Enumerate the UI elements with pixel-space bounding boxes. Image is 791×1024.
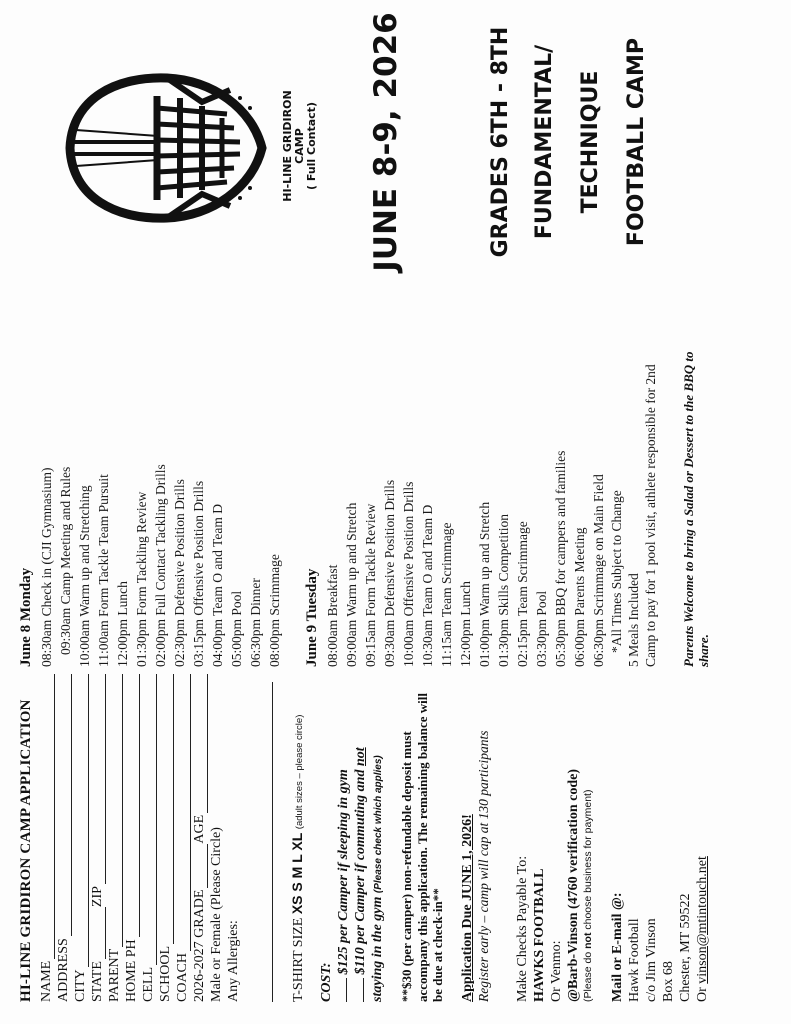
parent-field[interactable]: PARENT — [106, 674, 123, 1002]
cost-heading: COST: — [319, 962, 334, 1002]
payee: HAWKS FOOTBALL — [531, 868, 547, 1002]
schedule-item: 01:00pm Warm up and Stretch — [477, 501, 492, 667]
application-title: HI-LINE GRIDIRON CAMP APPLICATION — [18, 699, 34, 1002]
application-due: Application Due JUNE 1, 2026! — [459, 814, 475, 1002]
application-panel — [0, 674, 791, 1004]
schedule-panel — [0, 302, 791, 667]
schedule-item: 10:00am Offensive Position Drills — [401, 481, 416, 667]
day2-title: June 9 Tuesday — [304, 568, 320, 667]
schedule-item: 08:00am Breakfast — [325, 564, 340, 667]
schedule-item: 03:30pm Pool — [534, 590, 549, 667]
email-link[interactable]: vinson@mtintouch.net — [694, 856, 710, 984]
schedule-item: 05:00pm Pool — [229, 590, 244, 667]
due-note: Register early – camp will cap at 130 participants — [475, 730, 491, 1002]
camp-grades: GRADES 6TH - 8TH — [488, 26, 513, 258]
school-field[interactable]: SCHOOL — [157, 674, 174, 1002]
schedule-item: 09:00am Warm up and Stretch — [344, 502, 359, 667]
schedule-item: 06:30pm Dinner — [248, 578, 263, 667]
mail-line-1: Hawk Football — [626, 918, 642, 1002]
schedule-item: 06:30pm Scrimmage on Main Field — [591, 474, 606, 667]
schedule-item: 02:30pm Defensive Position Drills — [172, 479, 187, 667]
name-field[interactable]: NAME — [38, 674, 55, 1002]
schedule-item: 08:30am Check in (CJI Gymnasium) — [39, 467, 54, 667]
grade-age-field[interactable]: 2026-2027 GRADE AGE — [191, 674, 208, 1002]
mail-label: Mail or E-mail @: — [609, 892, 625, 1002]
venmo-note: (Please do not choose business for payment) — [581, 789, 594, 1002]
schedule-item: 09:15am Form Tackle Review — [363, 503, 378, 667]
tshirt-size[interactable]: T-SHIRT SIZE XS S M L XL (adult sizes – please circle) — [289, 714, 306, 1002]
schedule-item: 02:15pm Team Scrimmage — [515, 521, 530, 667]
football-helmet-logo — [62, 68, 272, 228]
schedule-item: 01:30pm Skills Competition — [496, 513, 511, 667]
logo-caption: HI-LINE GRIDIRON CAMP ( Full Contact) — [281, 90, 318, 202]
schedule-note: 5 Meals Included — [626, 573, 641, 667]
schedule-note: *All Times Subject to Change — [609, 490, 624, 653]
venmo-handle: @Barb-Vinson (4760 verification code) — [565, 769, 581, 1002]
address-field[interactable]: ADDRESS — [55, 674, 72, 1002]
cell-field[interactable]: CELL — [140, 674, 157, 1002]
schedule-item: 06:00pm Parents Meeting — [572, 527, 587, 667]
schedule-item: 10:00am Warm up and Stretching — [77, 485, 92, 667]
mail-line-2: c/o Jim Vinson — [643, 918, 659, 1002]
cost-option-sleeping[interactable]: $125 per Camper if sleeping in gym — [335, 674, 352, 1002]
schedule-item: 09:30am Defensive Position Drills — [382, 479, 397, 667]
schedule-item: 03:15pm Offensive Position Drills — [191, 480, 206, 667]
camp-dates: JUNE 8-9, 2026 — [368, 12, 404, 272]
schedule-note: Camp to pay for 1 pool visit, athlete responsible for 2nd — [643, 364, 658, 667]
parents-note: Parents Welcome to bring a Salad or Dessert to the BBQ to share. — [681, 351, 711, 667]
schedule-item: 02:00pm Full Contact Tackling Drills — [153, 464, 168, 667]
schedule-item: 08:00pm Scrimmage — [267, 554, 282, 667]
day1-title: June 8 Monday — [18, 567, 34, 667]
cost-option-commuting[interactable]: $110 per Camper if commuting and not — [352, 674, 369, 1002]
camp-title-line-2: TECHNIQUE — [578, 70, 603, 214]
schedule-item: 09:30am Camp Meeting and Rules — [58, 466, 73, 655]
schedule-item: 11:15am Team Scrimmage — [439, 522, 454, 667]
schedule-item: 12:00pm Lunch — [115, 581, 130, 667]
schedule-item: 11:00am Form Tackle Team Pursuit — [96, 474, 111, 667]
mail-line-4: Chester, MT 59522 — [677, 893, 693, 1002]
mail-line-3: Box 68 — [660, 961, 676, 1002]
city-field[interactable]: CITY — [72, 674, 89, 1002]
schedule-item: 01:30pm Form Tackling Review — [134, 491, 149, 667]
gender-field[interactable]: Male or Female (Please Circle) — [209, 827, 224, 1002]
allergies-label: Any Allergies: — [226, 920, 241, 1002]
home-phone-field[interactable]: HOME PH — [123, 674, 140, 1002]
coach-field[interactable]: COACH — [174, 674, 191, 1002]
email-line: Or vinson@mtintouch.net — [694, 856, 710, 1002]
cost-option-commuting-cont: staying in the gym (Please check which applies) — [370, 755, 385, 1002]
camp-title-line-3: FOOTBALL CAMP — [624, 37, 649, 247]
allergies-line[interactable] — [256, 682, 273, 1002]
deposit-note: **$30 (per camper) non-refundable deposit must accompany this application. The remaining balance will be due at check-in** — [399, 692, 445, 1002]
schedule-item: 10:30am Team O and Team D — [420, 504, 435, 667]
schedule-item: 04:00pm Team O and Team D — [210, 504, 225, 667]
schedule-item: 12:00pm Lunch — [458, 581, 473, 667]
venmo-label: Or Venmo: — [548, 940, 564, 1002]
camp-title-line-1: FUNDAMENTAL/ — [532, 44, 557, 240]
checks-payable: Make Checks Payable To: — [514, 855, 530, 1002]
state-zip-field[interactable]: STATE ZIP — [89, 674, 106, 1002]
title-panel — [0, 2, 791, 302]
schedule-item: 05:30pm BBQ for campers and families — [553, 450, 568, 667]
